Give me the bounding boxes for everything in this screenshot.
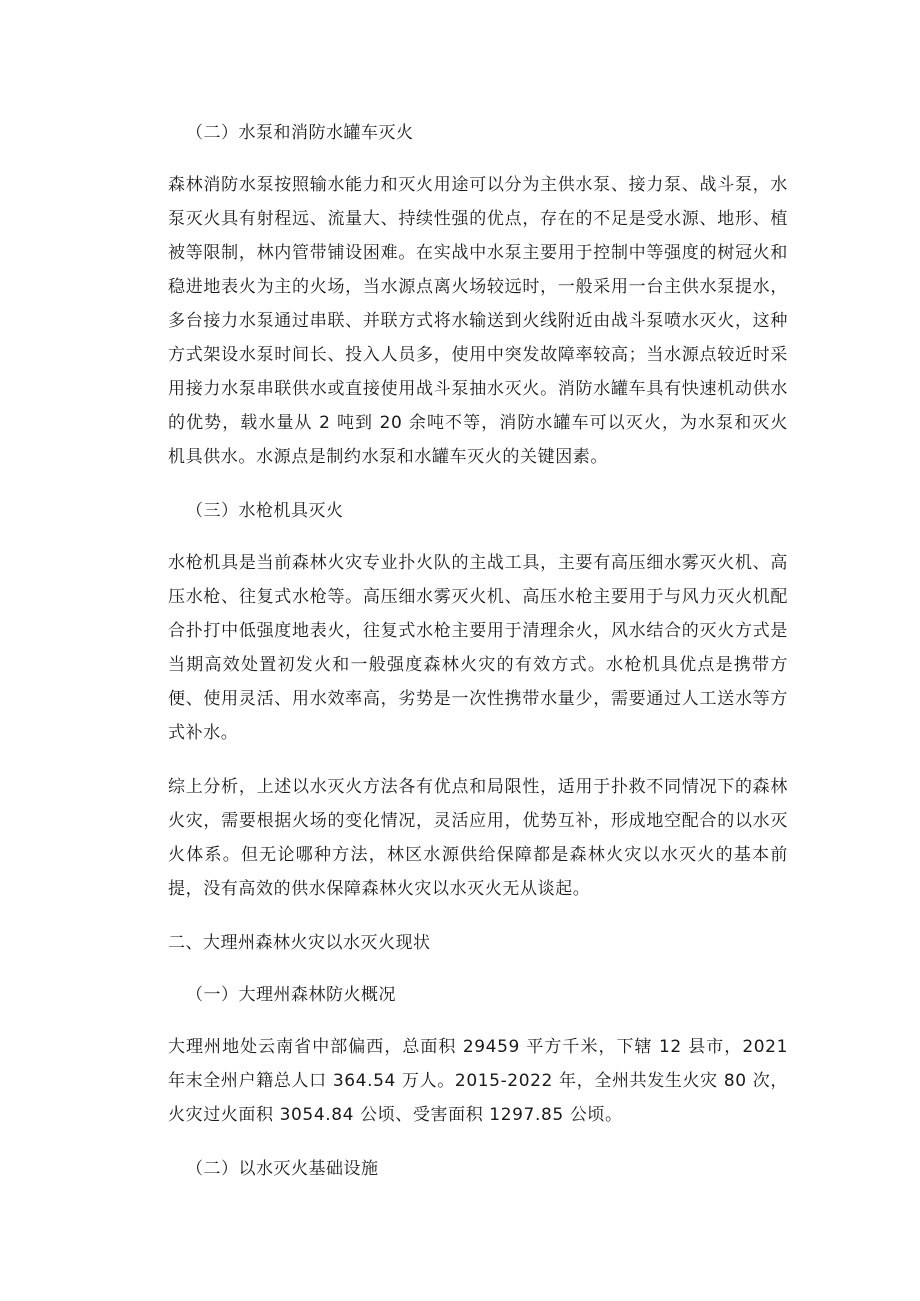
- paragraph-water-gun: 水枪机具是当前森林火灾专业扑火队的主战工具，主要有高压细水雾灭火机、高压水枪、往复式水枪等。高压细水雾灭火机、高压水枪主要用于与风力灭火机配合扑打中低强度地表火，往复式水枪主要用于清理余火，风水结合的灭火方式是当期高效处置初发火和一般强度森林火灾的有效方式。水枪机具优点是携带方便、使用灵活、用水效率高，劣势是一次性携带水量少，需要通过人工送水等方式补水。: [168, 553, 788, 743]
- sub-heading-infrastructure: （二）以水灭火基础设施: [186, 1159, 379, 1179]
- sub-heading-overview: （一）大理州森林防火概况: [186, 985, 396, 1005]
- section-heading-water-pump: （二）水泵和消防水罐车灭火: [186, 123, 414, 143]
- document-body: [168, 116, 788, 1186]
- paragraph-water-pump: 森林消防水泵按照输水能力和灭火用途可以分为主供水泵、接力泵、战斗泵，水泵灭火具有射程远、流量大、持续性强的优点，存在的不足是受水源、地形、植被等限制，林内管带铺设困难。在实战中水泵主要用于控制中等强度的树冠火和稳进地表火为主的火场，当水源点离火场较远时，一般采用一台主供水泵提水，多台接力水泵通过串联、并联方式将水输送到火线附近由战斗泵喷水灭火，这种方式架设水泵时间长、投入人员多，使用中突发故障率较高；当水源点较近时采用接力水泵串联供水或直接使用战斗泵抽水灭火。消防水罐车具有快速机动供水的优势，载水量从 2 吨到 20 余吨不等，消防水罐车可以灭火，为水泵和灭火机具供水。水源点是制约水泵和水罐车灭火的关键因素。: [168, 175, 788, 467]
- section-heading-water-gun: （三）水枪机具灭火: [186, 501, 344, 521]
- chapter-heading: 二、大理州森林火灾以水灭火现状: [168, 933, 431, 953]
- paragraph-summary: 综上分析，上述以水灭火方法各有优点和局限性，适用于扑救不同情况下的森林火灾，需要根据火场的变化情况，灵活应用，优势互补，形成地空配合的以水灭火体系。但无论哪种方法，林区水源供给保障都是森林火灾以水灭火的基本前提，没有高效的供水保障森林火灾以水灭火无从谈起。: [168, 777, 788, 899]
- paragraph-overview: 大理州地处云南省中部偏西，总面积 29459 平方千米，下辖 12 县市，2021 年末全州户籍总人口 364.54 万人。2015-2022 年，全州共发生火灾 80 次，火灾过火面积 3054.84 公顷、受害面积 1297.85 公顷。: [168, 1037, 788, 1125]
